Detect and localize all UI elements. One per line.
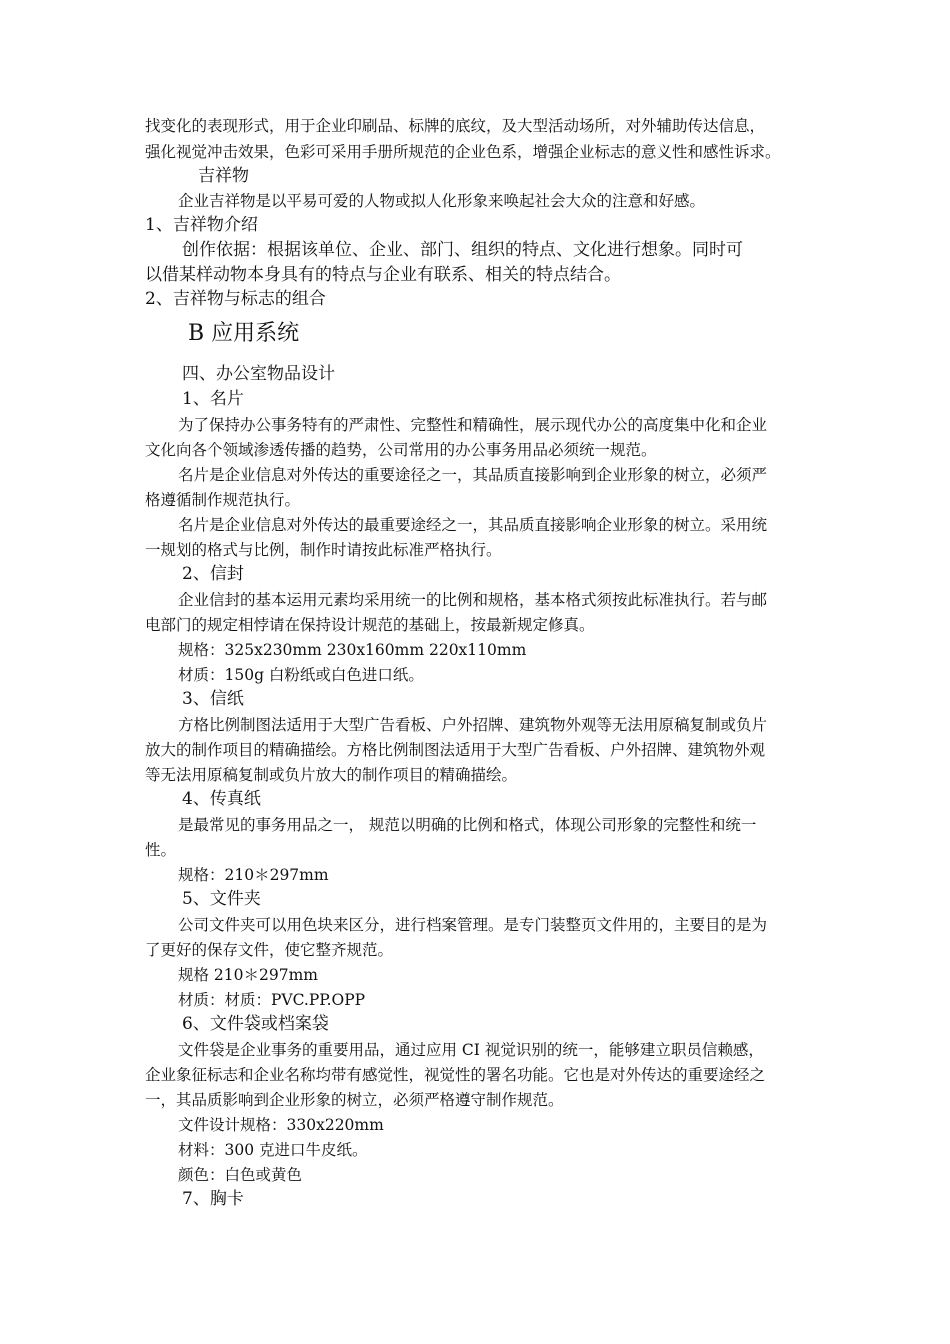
paragraph-line: 一规划的格式与比例，制作时请按此标准严格执行。 (145, 541, 502, 559)
paragraph-line: 创作依据：根据该单位、企业、部门、组织的特点、文化进行想象。同时可 (182, 240, 743, 260)
paragraph-line: 名片是企业信息对外传达的重要途径之一，其品质直接影响到企业形象的树立，必须严 (178, 466, 768, 484)
paragraph-line: 是最常见的事务用品之一， 规范以明确的比例和格式，体现公司形象的完整性和统一 (178, 816, 757, 834)
paragraph-line: 格遵循制作规范执行。 (145, 491, 301, 509)
paragraph-line: 方格比例制图法适用于大型广告看板、户外招牌、建筑物外观等无法用原稿复制或负片 (178, 716, 768, 734)
paragraph-line: 找变化的表现形式，用于企业印刷品、标牌的底纹，及大型活动场所，对外辅助传达信息， (145, 117, 766, 135)
subheading-document-bag: 6、文件袋或档案袋 (182, 1014, 329, 1034)
subheading-fax-paper: 4、传真纸 (182, 789, 261, 809)
paragraph-line: 文化向各个领域渗透传播的趋势，公司常用的办公事务用品必须统一规范。 (145, 441, 657, 459)
paragraph-line: 企业象征标志和企业名称均带有感觉性，视觉性的署名功能。它也是对外传达的重要途经之 (145, 1066, 766, 1084)
spec-line: 文件设计规格：330x220mm (178, 1116, 384, 1134)
paragraph-line: 性。 (145, 841, 177, 859)
section-title-application-system: B 应用系统 (188, 321, 300, 346)
paragraph-line: 企业信封的基本运用元素均采用统一的比例和规格，基本格式须按此标准执行。若与邮 (178, 591, 768, 609)
paragraph-line: 以借某样动物本身具有的特点与企业有联系、相关的特点结合。 (145, 265, 621, 285)
subheading-business-card: 1、名片 (182, 389, 244, 409)
subheading-badge: 7、胸卡 (182, 1189, 244, 1209)
spec-line: 颜色：白色或黄色 (178, 1166, 303, 1184)
spec-line: 材质：150g 白粉纸或白色进口纸。 (178, 666, 424, 684)
paragraph-line: 为了保持办公事务特有的严肃性、完整性和精确性，展示现代办公的高度集中化和企业 (178, 416, 768, 434)
paragraph-line: 名片是企业信息对外传达的最重要途经之一，其品质直接影响企业形象的树立。采用统 (178, 516, 768, 534)
paragraph-line: 了更好的保存文件，使它整齐规范。 (145, 941, 394, 959)
spec-line: 规格：325x230mm 230x160mm 220x110mm (178, 641, 527, 659)
spec-line: 材料：300 克进口牛皮纸。 (178, 1141, 368, 1159)
paragraph-line: 等无法用原稿复制或负片放大的制作项目的精确描绘。 (145, 766, 518, 784)
spec-line: 材质：材质：PVC.PP.OPP (178, 991, 366, 1009)
spec-line: 规格：210＊297mm (178, 866, 329, 884)
paragraph-line: 公司文件夹可以用色块来区分，进行档案管理。是专门装整页文件用的，主要目的是为 (178, 916, 768, 934)
subheading-folder: 5、文件夹 (182, 889, 261, 909)
subheading-envelope: 2、信封 (182, 564, 244, 584)
paragraph-line: 强化视觉冲击效果，色彩可采用手册所规范的企业色系，增强企业标志的意义性和感性诉求。 (145, 143, 781, 161)
paragraph-line: 企业吉祥物是以平易可爱的人物或拟人化形象来唤起社会大众的注意和好感。 (178, 192, 706, 210)
subheading-mascot-logo-combo: 2、吉祥物与标志的组合 (145, 289, 326, 309)
paragraph-line: 电部门的规定相悖请在保持设计规范的基础上，按最新规定修真。 (145, 616, 595, 634)
section-heading-mascot: 吉祥物 (198, 166, 249, 186)
paragraph-line: 文件袋是企业事务的重要用品，通过应用 CI 视觉识别的统一，能够建立职员信赖感， (178, 1041, 764, 1059)
paragraph-line: 一，其品质影响到企业形象的树立，必须严格遵守制作规范。 (145, 1091, 564, 1109)
spec-line: 规格 210＊297mm (178, 966, 318, 984)
section-heading-office-items: 四、办公室物品设计 (182, 364, 335, 384)
subheading-letter-paper: 3、信纸 (182, 689, 244, 709)
subheading-mascot-intro: 1、吉祥物介绍 (145, 215, 258, 235)
paragraph-line: 放大的制作项目的精确描绘。方格比例制图法适用于大型广告看板、户外招牌、建筑物外观 (145, 741, 766, 759)
